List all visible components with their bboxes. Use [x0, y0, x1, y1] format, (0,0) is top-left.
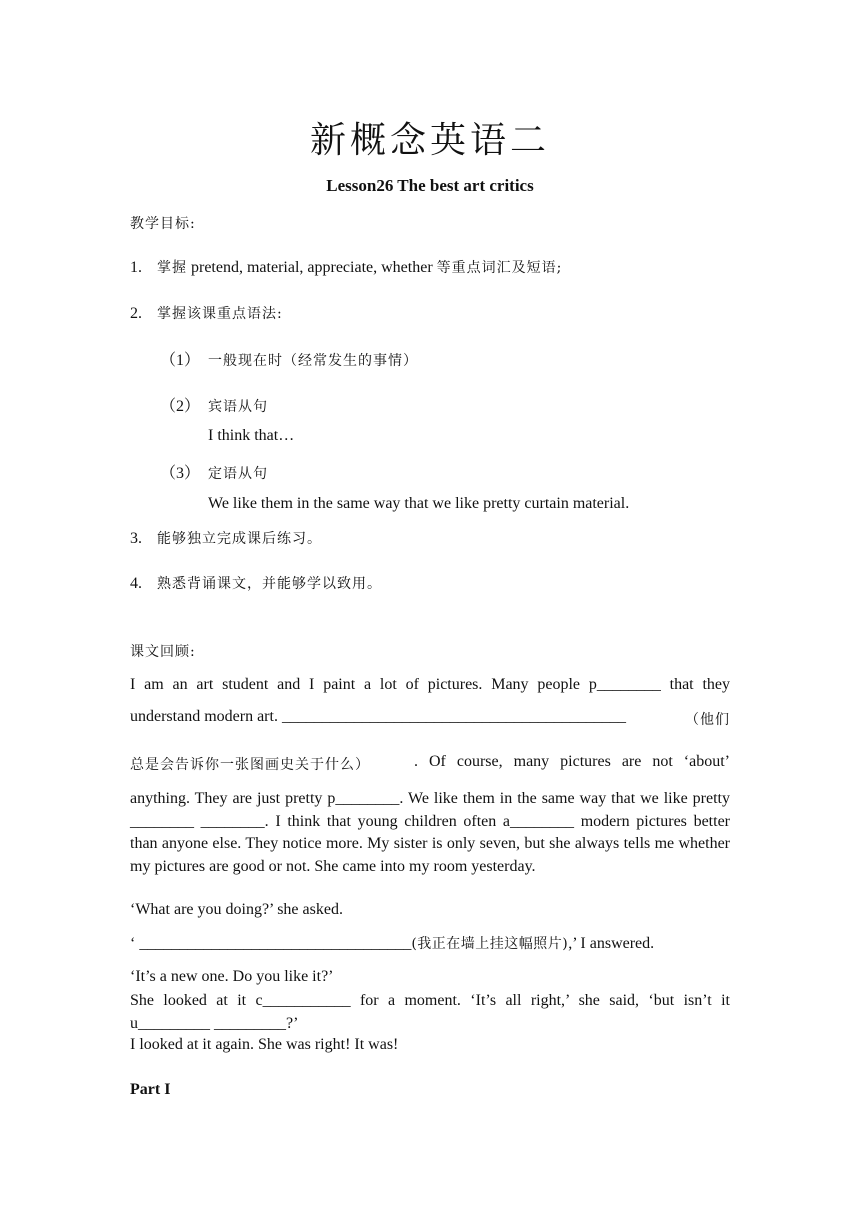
- objective-item-3: [130, 528, 322, 548]
- passage-paragraph-3: ‘It’s a new one. Do you like it?’: [130, 968, 334, 985]
- passage-blank-line: [130, 933, 730, 953]
- grammar-example-2: We like them in the same way that we like pretty curtain material.: [208, 495, 630, 512]
- passage-paragraph-2: ‘What are you doing?’ she asked.: [130, 901, 343, 918]
- item-number: 1.: [130, 259, 142, 276]
- lesson-subtitle: Lesson26 The best art critics: [326, 176, 534, 195]
- item-text-cn-end: 等重点词汇及短语;: [436, 260, 563, 276]
- grammar-label: 宾语从句: [208, 399, 268, 415]
- passage-text-cn: （他们: [685, 712, 730, 728]
- objective-item-2: [130, 303, 283, 323]
- passage-line-2: [130, 708, 730, 726]
- review-heading: 课文回顾:: [130, 644, 196, 660]
- part-heading: Part I: [130, 1081, 171, 1098]
- grammar-label: 一般现在时（经常发生的事情）: [208, 353, 418, 369]
- item-text: 熟悉背诵课文，并能够学以致用。: [157, 576, 382, 592]
- item-text: 掌握该课重点语法:: [157, 306, 283, 322]
- passage-text-end: ,’ I answered.: [568, 935, 655, 952]
- grammar-number: （2）: [160, 398, 201, 415]
- passage-text-cn: 总是会告诉你一张图画史关于什么）: [130, 757, 370, 773]
- page-title: 新概念英语二: [309, 120, 550, 161]
- item-number: 4.: [130, 575, 142, 592]
- grammar-number: （1）: [160, 352, 201, 369]
- passage-text: ‘ __________________________________: [130, 935, 412, 952]
- item-text: 能够独立完成课后练习。: [157, 531, 322, 547]
- item-number: 2.: [130, 305, 142, 322]
- item-text-cn: 掌握: [157, 260, 187, 276]
- grammar-number: （3）: [160, 465, 201, 482]
- objectives-heading: 教学目标:: [130, 216, 196, 232]
- passage-text: understand modern art. ___________________________________________: [130, 708, 626, 725]
- item-number: 3.: [130, 530, 142, 547]
- grammar-item-2: [160, 393, 268, 416]
- grammar-label: 定语从句: [208, 466, 268, 482]
- objective-item-1: [130, 257, 562, 277]
- passage-paragraph-5: I looked at it again. She was right! It was!: [130, 1036, 399, 1053]
- passage-line-1: I am an art student and I paint a lot of pictures. Many people p________ that they: [130, 676, 730, 693]
- passage-text: . Of course, many pictures are not ‘about’: [413, 753, 730, 770]
- passage-paragraph-1: anything. They are just pretty p________. We like them in the same way that we like pretty ________ ________. I think that young children often a________ modern pictures better than anyone else. They notice more. My sister is only seven, but she always tells me whether my pictures are good or not. She came into my room yesterday.: [130, 790, 730, 875]
- item-text-en: pretend, material, appreciate, whether: [191, 259, 433, 276]
- objective-item-4: [130, 573, 382, 593]
- grammar-item-3: [160, 460, 268, 483]
- passage-paragraph-4: She looked at it c___________ for a moment. ‘It’s all right,’ she said, ‘but isn’t it u_________ _________?’: [130, 992, 730, 1032]
- passage-line-3: [130, 754, 730, 774]
- grammar-item-1: [160, 347, 418, 370]
- passage-text-cn: (我正在墙上挂这幅照片): [411, 936, 569, 952]
- grammar-example-1: I think that…: [208, 427, 295, 444]
